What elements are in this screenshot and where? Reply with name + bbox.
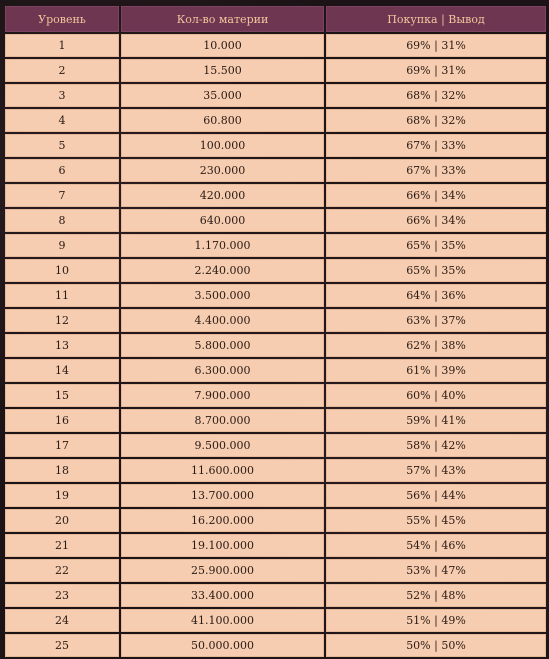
table-row [5,634,546,657]
cell-level: 6 [5,159,119,182]
header-level: Уровень [5,6,119,32]
cell-level: 25 [5,634,119,657]
cell-level: 18 [5,459,119,482]
cell-matter-amount: 15.500 [121,59,324,82]
cell-buy-withdraw: 66% | 34% [326,184,546,207]
cell-level: 19 [5,484,119,507]
cell-matter-amount: 230.000 [121,159,324,182]
cell-level: 17 [5,434,119,457]
cell-matter-amount: 1.170.000 [121,234,324,257]
table-row [5,159,546,182]
table-row [5,134,546,157]
cell-matter-amount: 41.100.000 [121,609,324,632]
levels-table [3,4,548,659]
table-row [5,509,546,532]
table-row [5,459,546,482]
table-row [5,384,546,407]
cell-matter-amount: 13.700.000 [121,484,324,507]
cell-level: 24 [5,609,119,632]
cell-buy-withdraw: 56% | 44% [326,484,546,507]
cell-matter-amount: 19.100.000 [121,534,324,557]
cell-level: 11 [5,284,119,307]
cell-matter-amount: 8.700.000 [121,409,324,432]
cell-buy-withdraw: 52% | 48% [326,584,546,607]
cell-level: 20 [5,509,119,532]
cell-level: 1 [5,34,119,57]
cell-level: 10 [5,259,119,282]
cell-buy-withdraw: 57% | 43% [326,459,546,482]
table-row [5,609,546,632]
cell-level: 14 [5,359,119,382]
cell-buy-withdraw: 60% | 40% [326,384,546,407]
header-buy-withdraw: Покупка | Вывод [326,6,546,32]
cell-level: 22 [5,559,119,582]
table-row [5,84,546,107]
table-row [5,359,546,382]
cell-buy-withdraw: 65% | 35% [326,259,546,282]
cell-matter-amount: 35.000 [121,84,324,107]
cell-matter-amount: 16.200.000 [121,509,324,532]
table-row [5,559,546,582]
cell-buy-withdraw: 68% | 32% [326,84,546,107]
header-matter-amount: Кол-во материи [121,6,324,32]
cell-buy-withdraw: 69% | 31% [326,34,546,57]
cell-matter-amount: 10.000 [121,34,324,57]
cell-buy-withdraw: 65% | 35% [326,234,546,257]
table-row [5,34,546,57]
table-row [5,284,546,307]
cell-level: 7 [5,184,119,207]
cell-matter-amount: 25.900.000 [121,559,324,582]
table-row [5,309,546,332]
cell-level: 23 [5,584,119,607]
table-row [5,409,546,432]
cell-matter-amount: 6.300.000 [121,359,324,382]
cell-level: 9 [5,234,119,257]
cell-buy-withdraw: 63% | 37% [326,309,546,332]
cell-matter-amount: 11.600.000 [121,459,324,482]
cell-matter-amount: 7.900.000 [121,384,324,407]
cell-matter-amount: 33.400.000 [121,584,324,607]
cell-buy-withdraw: 69% | 31% [326,59,546,82]
cell-level: 8 [5,209,119,232]
table-row [5,59,546,82]
table-row [5,484,546,507]
cell-level: 13 [5,334,119,357]
cell-level: 2 [5,59,119,82]
cell-buy-withdraw: 59% | 41% [326,409,546,432]
cell-matter-amount: 100.000 [121,134,324,157]
cell-buy-withdraw: 62% | 38% [326,334,546,357]
cell-buy-withdraw: 68% | 32% [326,109,546,132]
cell-level: 3 [5,84,119,107]
cell-buy-withdraw: 54% | 46% [326,534,546,557]
cell-buy-withdraw: 61% | 39% [326,359,546,382]
table-row [5,184,546,207]
cell-level: 21 [5,534,119,557]
cell-buy-withdraw: 53% | 47% [326,559,546,582]
table-row [5,434,546,457]
cell-level: 4 [5,109,119,132]
cell-buy-withdraw: 67% | 33% [326,159,546,182]
cell-matter-amount: 60.800 [121,109,324,132]
table-row [5,259,546,282]
cell-matter-amount: 2.240.000 [121,259,324,282]
cell-matter-amount: 4.400.000 [121,309,324,332]
cell-buy-withdraw: 55% | 45% [326,509,546,532]
cell-buy-withdraw: 67% | 33% [326,134,546,157]
cell-matter-amount: 50.000.000 [121,634,324,657]
table-row [5,334,546,357]
table-header-row [5,6,546,32]
cell-level: 16 [5,409,119,432]
cell-matter-amount: 640.000 [121,209,324,232]
cell-buy-withdraw: 50% | 50% [326,634,546,657]
cell-buy-withdraw: 66% | 34% [326,209,546,232]
cell-level: 5 [5,134,119,157]
cell-matter-amount: 420.000 [121,184,324,207]
cell-level: 12 [5,309,119,332]
cell-buy-withdraw: 64% | 36% [326,284,546,307]
cell-buy-withdraw: 51% | 49% [326,609,546,632]
cell-matter-amount: 3.500.000 [121,284,324,307]
table-row [5,584,546,607]
table-row [5,234,546,257]
cell-matter-amount: 9.500.000 [121,434,324,457]
cell-matter-amount: 5.800.000 [121,334,324,357]
table-row [5,209,546,232]
table-row [5,534,546,557]
table-row [5,109,546,132]
cell-buy-withdraw: 58% | 42% [326,434,546,457]
cell-level: 15 [5,384,119,407]
